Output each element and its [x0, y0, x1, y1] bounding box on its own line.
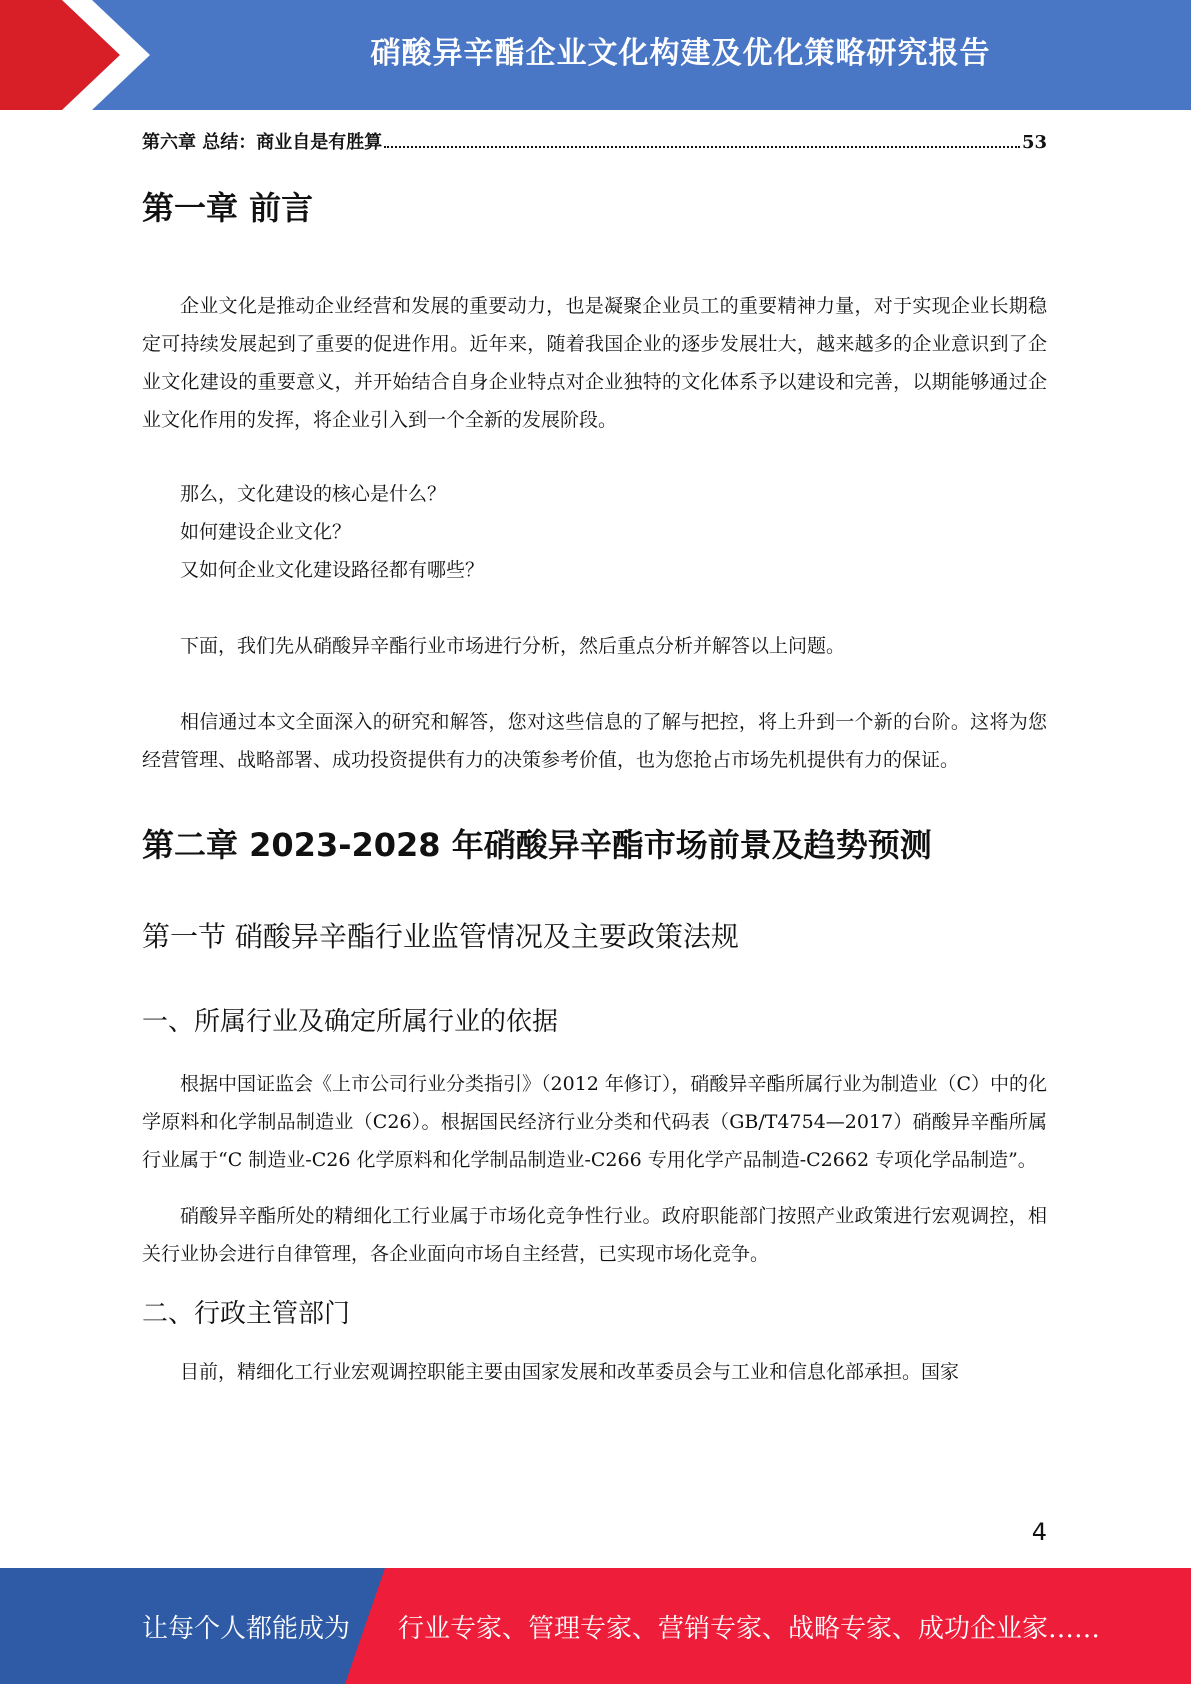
chapter-1-heading: 第一章 前言 — [142, 189, 314, 227]
footer-slogan-right: 行业专家、管理专家、营销专家、战略专家、成功企业家…… — [398, 1613, 1101, 1644]
header-banner — [0, 0, 1191, 110]
intro-paragraph-1: 企业文化是推动企业经营和发展的重要动力，也是凝聚企业员工的重要精神力量，对于实现企业长期稳定可持续发展起到了重要的促进作用。近年来，随着我国企业的逐步发展壮大，越来越多的企业意识到了企业文化建设的重要意义，并开始结合自身企业特点对企业独特的文化体系予以建设和完善，以期能够通过企业文化作用的发挥，将企业引入到一个全新的发展阶段。 — [142, 295, 1047, 431]
industry-paragraph-2: 硝酸异辛酯所处的精细化工行业属于市场化竞争性行业。政府职能部门按照产业政策进行宏观调控，相关行业协会进行自律管理，各企业面向市场自主经营，已实现市场化竞争。 — [142, 1205, 1047, 1265]
chapter-2-heading: 第二章 2023-2028 年硝酸异辛酯市场前景及趋势预测 — [142, 826, 932, 864]
question-item: 如何建设企业文化？ — [180, 521, 352, 543]
document-title: 硝酸异辛酯企业文化构建及优化策略研究报告 — [370, 36, 991, 71]
page-number: 4 — [1031, 1518, 1047, 1546]
subsection-1-heading: 一、所属行业及确定所属行业的依据 — [142, 1007, 559, 1037]
intro-paragraph-2: 下面，我们先从硝酸异辛酯行业市场进行分析，然后重点分析并解答以上问题。 — [180, 635, 846, 657]
question-list — [142, 475, 1047, 589]
subsection-2-heading: 二、行政主管部门 — [142, 1299, 351, 1329]
footer-banner — [0, 1568, 1191, 1684]
question-item: 又如何企业文化建设路径都有哪些？ — [180, 559, 485, 581]
authority-paragraph-1: 目前，精细化工行业宏观调控职能主要由国家发展和改革委员会与工业和信息化部承担。国家 — [180, 1361, 960, 1383]
industry-paragraph-1: 根据中国证监会《上市公司行业分类指引》（2012 年修订），硝酸异辛酯所属行业为制造业（C）中的化学原料和化学制品制造业（C26）。根据国民经济行业分类和代码表（GB/T4754—2017）硝酸异辛酯所属行业属于“C 制造业-C26 化学原料和化学制品制造业-C266 专用化学产品制造-C2662 专项化学品制造”。 — [142, 1073, 1047, 1171]
question-item: 那么，文化建设的核心是什么？ — [180, 483, 447, 505]
page-content — [142, 118, 1047, 1391]
toc-entry[interactable] — [142, 128, 1047, 154]
footer-slogan-left: 让每个人都能成为 — [142, 1613, 351, 1644]
toc-entry-label: 第六章 总结：商业自是有胜算 — [142, 132, 383, 153]
section-1-heading: 第一节 硝酸异辛酯行业监管情况及主要政策法规 — [142, 920, 739, 953]
toc-entry-page: 53 — [1021, 132, 1047, 153]
intro-paragraph-3: 相信通过本文全面深入的研究和解答，您对这些信息的了解与把控，将上升到一个新的台阶。这将为您经营管理、战略部署、成功投资提供有力的决策参考价值，也为您抢占市场先机提供有力的保证。 — [142, 711, 1047, 771]
toc-dot-leader — [384, 146, 1020, 148]
